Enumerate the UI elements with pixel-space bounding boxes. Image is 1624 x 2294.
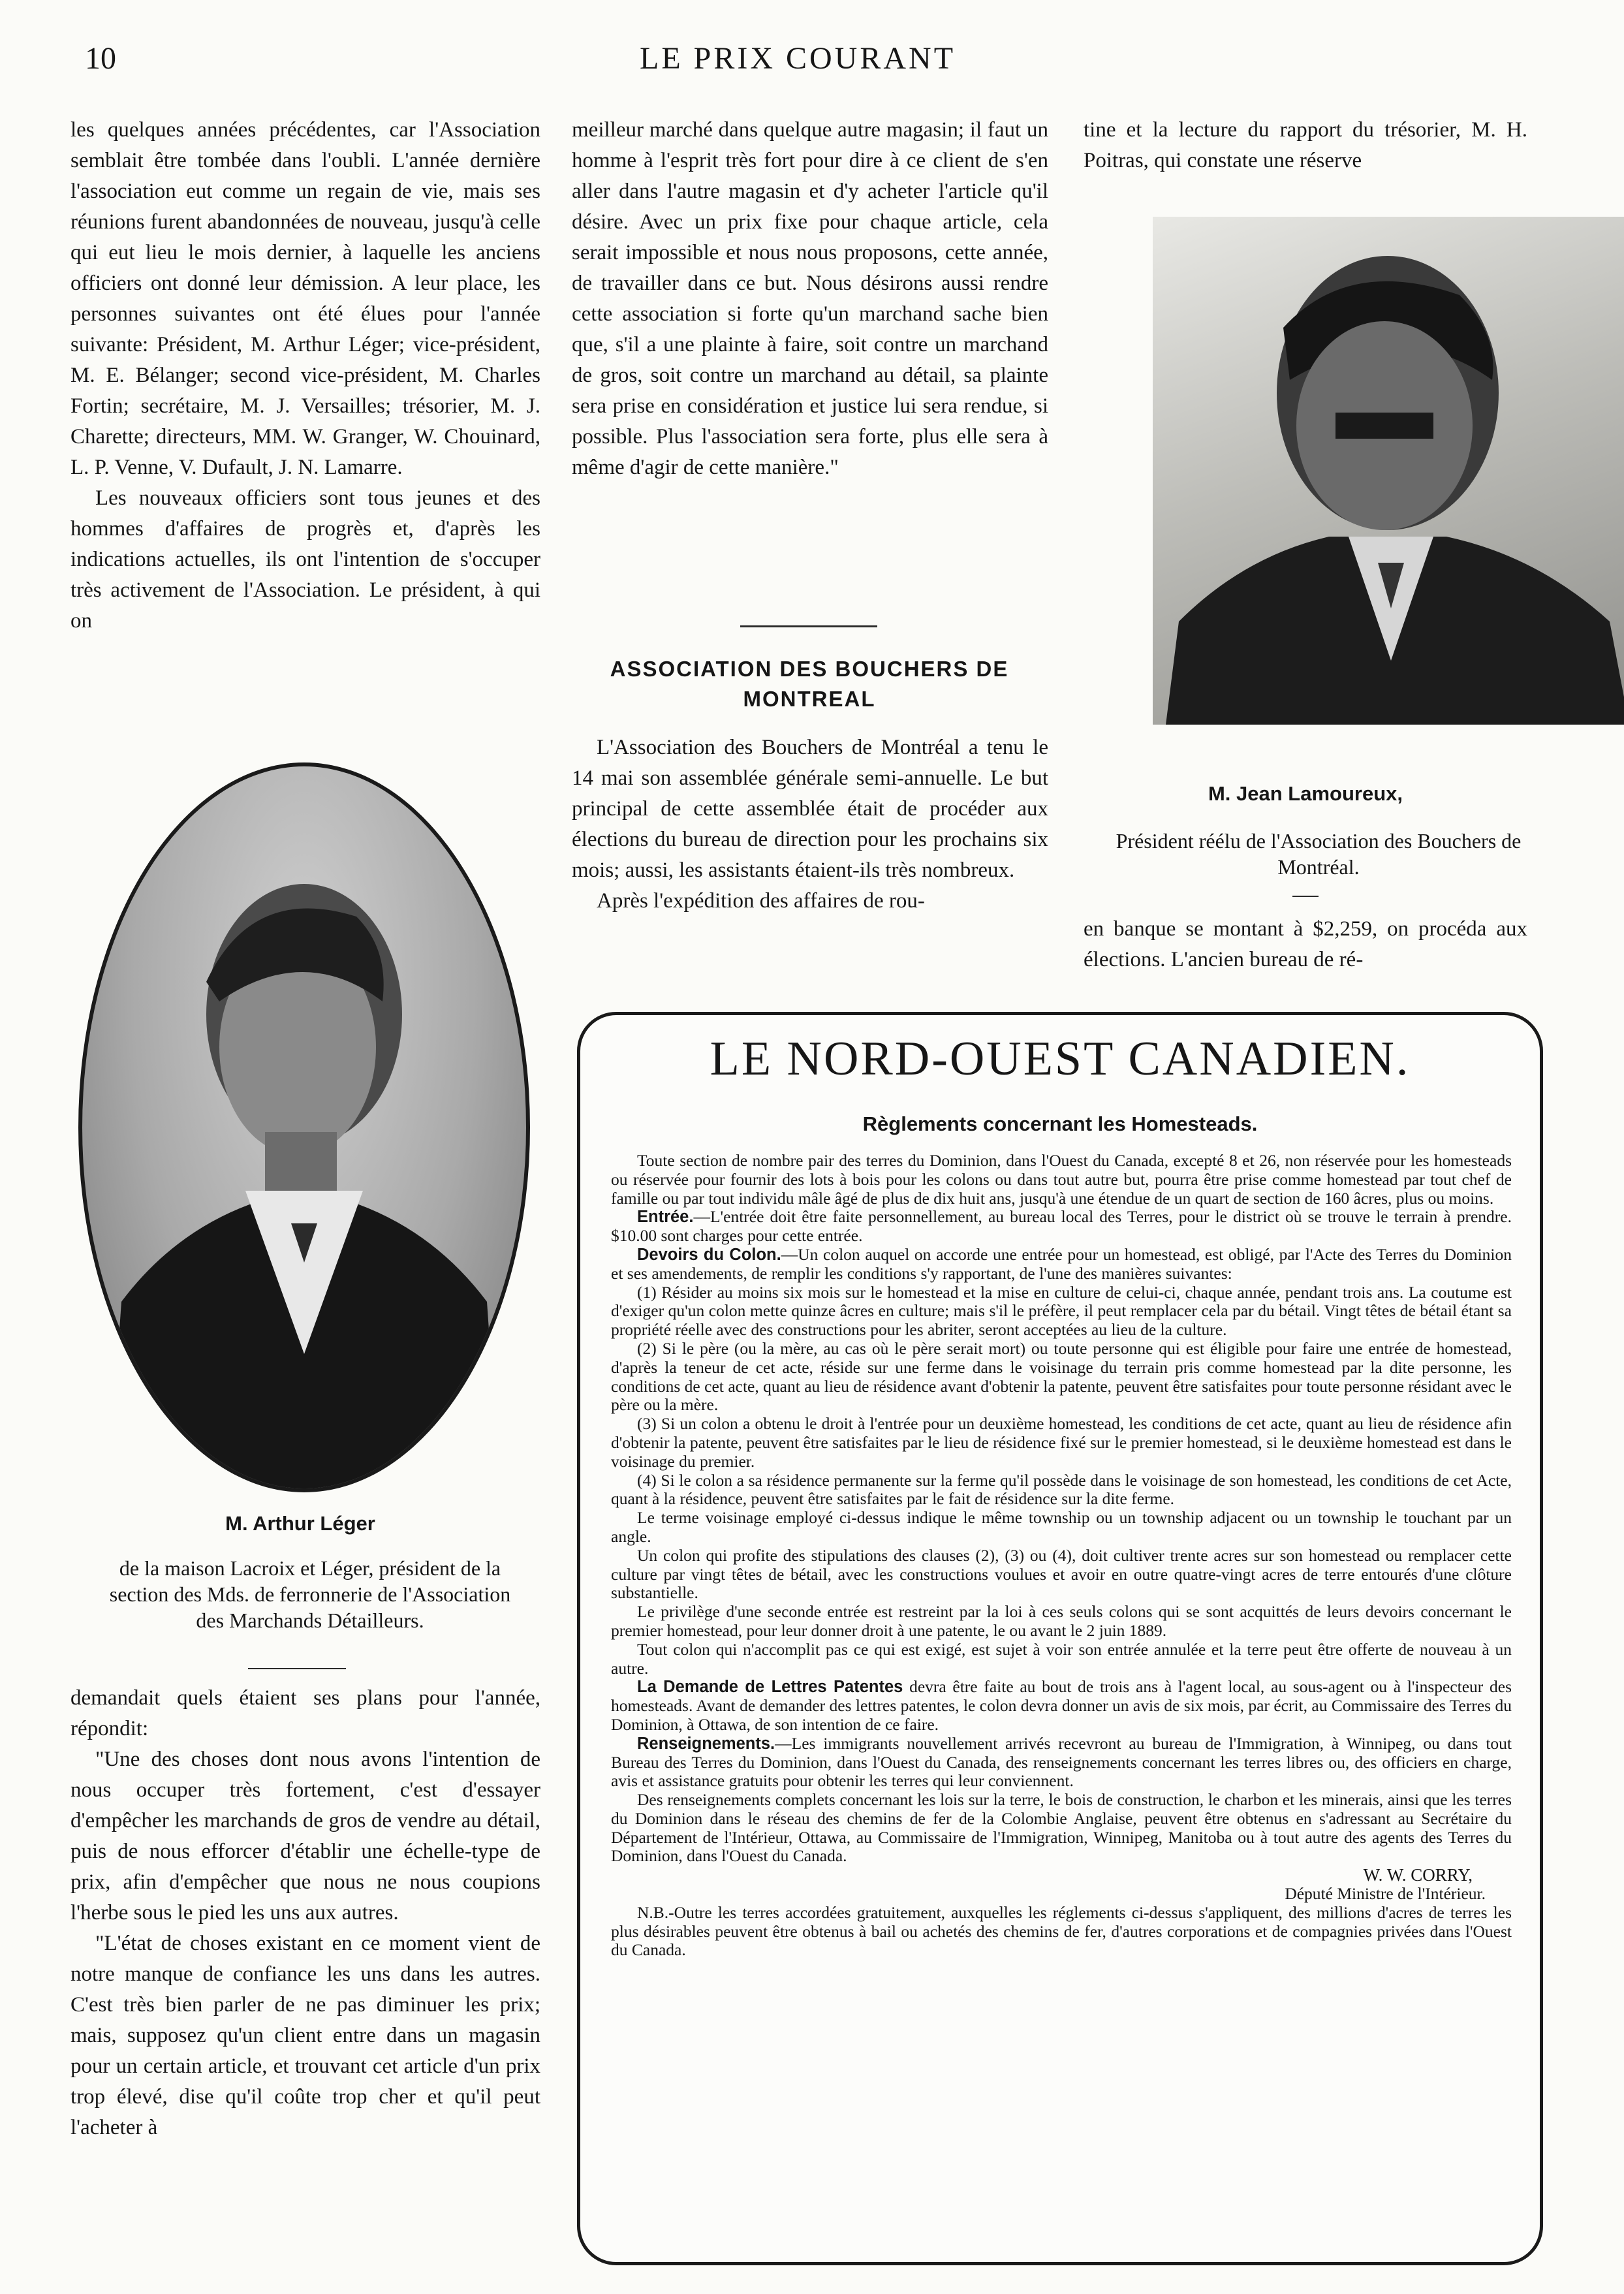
paragraph: en banque se montant à $2,259, on procéda aux élections. L'ancien bureau de ré-	[1084, 917, 1527, 971]
advert-tout: Tout colon qui n'accomplit pas ce qui est exigé, est sujet à voir son entrée annulée et la terre peut être offerte de nouveau à un autre.	[611, 1639, 1512, 1678]
advert-item-3: (3) Si un colon a obtenu le droit à l'entrée pour un deuxième homestead, les conditions de cet acte, quant au lieu de résidence afin d'obtenir la patente, peuvent être satisfaites par le lieu de résidence fixé sur le premier homestead, si le deuxième homestead est dans le voisinage du premier.	[611, 1414, 1512, 1471]
advert-subtitle: Règlements concernant les Homesteads.	[862, 1112, 1258, 1135]
paragraph: tine et la lecture du rapport du trésorier, M. H. Poitras, qui constate une réserve	[1084, 118, 1527, 172]
label: Entrée.	[637, 1208, 694, 1227]
advert-signature-name: W. W. CORRY,	[1363, 1865, 1473, 1885]
paragraph: Les nouveaux officiers sont tous jeunes et des hommes d'affaires de progrès et, d'après les indications actuelles, ils ont l'intention de s'occuper très activement de l'Association. Le président, à qui on	[70, 486, 540, 633]
paragraph: Après l'expédition des affaires de rou-	[597, 889, 925, 913]
label: Renseignements.	[637, 1734, 775, 1753]
section-heading-bouchers: ASSOCIATION DES BOUCHERS DE MONTREAL	[610, 657, 1009, 711]
advert-demande	[611, 1678, 1512, 1734]
divider	[248, 1668, 346, 1669]
column-3-bottom	[1084, 914, 1527, 975]
advert-complets: Des renseignements complets concernant les lois sur la terre, le bois de construction, le charbon et les minerais, ainsi que les terres du Dominion dans le réseau des chemins de fer de la Colombie Anglaise, peuvent être obtenus en s'adressant au Secrétaire du Département de l'Intérieur, Ottawa, au Commissaire de l'Immigration, Winnipeg, Manitoba ou à tout autre des agents des Terres du Dominion, dans l'Ouest du Canada.	[611, 1790, 1512, 1866]
divider	[1292, 896, 1319, 897]
text: —Un colon auquel on accorde une entrée pour un homestead, est obligé, par l'Acte des Terres du Dominion et ses amendements, de remplir les conditions s'y rapportant, de l'une des manières suivantes:	[611, 1244, 1512, 1283]
column-3-top	[1084, 115, 1527, 176]
publication-title: LE PRIX COURANT	[640, 41, 956, 76]
paragraph: les quelques années précédentes, car l'Association semblait être tombée dans l'oubli. L'année dernière l'association eut comme un regain de vie, mais ses réunions furent abandonnées de nouveau, jusqu'à celle qui eut lieu le mois dernier, à laquelle les anciens officiers ont donné leur démission. A leur place, les personnes suivantes ont été élues pour l'année suivante: Président, M. Arthur Léger; vice-président, M. E. Bélanger; second vice-président, M. Charles Fortin; secrétaire, M. J. Versailles; trésorier, M. J. Charette; directeurs, MM. W. Granger, W. Chouinard, L. P. Venne, V. Dufault, J. N. Lamarre.	[70, 118, 540, 479]
paragraph: meilleur marché dans quelque autre magasin; il faut un homme à l'esprit très fort pour dire à ce client de s'en aller dans l'autre magasin et d'y acheter l'article qu'il désire. Avec un prix fixe pour chaque article, cela serait impossible et nous nous proposons, cette année, de travailler dans ce but. Nous désirons aussi rendre cette association si forte qu'un marchand sache bien que, s'il a une plainte à faire, soit contre un marchand de gros, soit contre un marchand au détail, sa plainte sera prise en considération et justice lui sera rendue, si possible. Plus l'association sera forte, plus elle sera à même d'agir de cette manière."	[572, 118, 1048, 479]
portrait-drawing	[1153, 217, 1624, 725]
advert-signature-title: Député Ministre de l'Intérieur.	[1285, 1884, 1486, 1904]
advert-item-4: (4) Si le colon a sa résidence permanente sur la ferme qu'il possède dans le voisinage de son homestead, les conditions de cet Acte, quant à la résidence, peuvent être satisfaites par le fait de résidence sur la dite ferme.	[611, 1470, 1512, 1509]
divider	[740, 625, 877, 627]
caption-arthur-leger: M. Arthur Léger	[225, 1512, 375, 1535]
caption-description-arthur-leger: de la maison Lacroix et Léger, président de la section des Mds. de ferronnerie de l'Association des Marchands Détailleurs.	[109, 1556, 511, 1632]
advert-item-2: (2) Si le père (ou la mère, au cas où le père serait mort) ou toute personne qui est éligible pour faire une entrée de homestead, d'après la teneur de cet acte, réside sur une ferme dans le voisinage du terrain pris comme homestead par la dite personne, les conditions de cet acte, quant au lieu de résidence avant d'obtenir la patente, peuvent être satisfaites pour toute personne résidant avec le père ou la mère.	[611, 1338, 1512, 1415]
label: La Demande de Lettres Patentes	[637, 1678, 903, 1697]
portrait-jean-lamoureux	[1153, 217, 1624, 725]
advert-entree	[611, 1208, 1512, 1246]
advert-renseignements	[611, 1735, 1512, 1791]
advert-item-1: (1) Résider au moins six mois sur le homestead et la mise en culture de celui-ci, chaque année, pendant trois ans. La coutume est d'exiger qu'un colon mette quinze âcres en culture; mais s'il le préfère, il peut remplacer cela par du bétail. Vingt têtes de bétail étant sa propriété réelle avec des constructions pour les abriter, seront acceptées au lieu de la culture.	[611, 1282, 1512, 1340]
paragraph: L'Association des Bouchers de Montréal a tenu le 14 mai son assemblée générale semi-annuelle. Le but principal de cette assemblée était de procéder aux élections du bureau de direction pour les prochains six mois; aussi, les assistants étaient-ils très nombreux.	[572, 736, 1048, 882]
advert-privilege: Le privilège d'une seconde entrée est restreint par la loi à ces seuls colons qui se sont acquittés de leurs devoirs concernant le premier homestead, pour leur donner droit à une patente, le ou avant le 2 juin 1889.	[611, 1602, 1512, 1640]
column-1-top	[70, 115, 540, 636]
advert-intro: Toute section de nombre pair des terres du Dominion, dans l'Ouest du Canada, excepté 8 et 26, non réservée pour les homesteads ou réservée pour fournir des lots à bois pour les colons ou dans tout autre but, pourra être prise comme homestead par tout chef de famille ou par tout individu mâle âgé de plus de dix huit ans, jusqu'à une étendue de un quart de section de 160 âcres, plus ou moins.	[611, 1151, 1512, 1208]
paragraph: "L'état de choses existant en ce moment vient de notre manque de confiance les uns dans les autres. C'est très bien parler de ne pas diminuer les prix; mais, supposez qu'un client entre dans un magasin pour un certain article, et trouvant cet article d'un prix trop élevé, dise qu'il coûte trop cher et qu'il peut l'acheter à	[70, 1932, 540, 2139]
advert-nb: N.B.-Outre les terres accordées gratuitement, auxquelles les réglements ci-dessus s'appliquent, des millions d'acres de terres les plus désirables peuvent être obtenus à bail ou achetés des chemins de fer, d'autres corporations et de compagnies privées dans l'Ouest du Canada.	[611, 1902, 1512, 1960]
portrait-drawing	[82, 766, 526, 1488]
advert-colon: Un colon qui profite des stipulations des clauses (2), (3) ou (4), doit cultiver trente acres sur son homestead ou remplacer cette culture par vingt têtes de bétail, avec les constructions voulues et avoir en outre quatre-vingt acres de terre entourés d'une clôture substantielle.	[611, 1545, 1512, 1603]
paragraph: demandait quels étaient ses plans pour l'année, répondit:	[70, 1686, 540, 1740]
text: devra être faite au bout de trois ans à l'agent local, au sous-agent ou à l'inspecteur des homesteads. Avant de demander des lettres patentes, le colon devra donner un avis de six mois, par écrit, au Commissaire des Terres du Dominion, à Ottawa, de son intention de ce faire.	[611, 1677, 1512, 1734]
caption-description-jean-lamoureux: Président réélu de l'Association des Bouchers de Montréal.	[1116, 829, 1522, 879]
column-1-bottom	[70, 1683, 540, 2143]
column-2-top	[572, 115, 1048, 483]
advert-voisinage: Le terme voisinage employé ci-dessus indique le même township ou un township adjacent ou un township le touchant par un angle.	[611, 1508, 1512, 1546]
portrait-arthur-leger	[78, 762, 530, 1492]
page-number: 10	[85, 41, 116, 76]
text: —Les immigrants nouvellement arrivés recevront au bureau de l'Immigration, à Winnipeg, ou dans tout Bureau des Terres du Dominion, dans l'Ouest du Canada, des renseignements concernant les terres libres ou, des officiers en charge, avis et assistance gratuits pour obtenir les terres qui leur conviennent.	[611, 1733, 1512, 1791]
paragraph: "Une des choses dont nous avons l'intention de nous occuper très fortement, c'est d'essayer d'empêcher les marchands de gros de vendre au détail, puis de nous efforcer d'établir une échelle-type de prix, afin d'empêcher que nous ne nous coupions l'herbe sous le pied les uns aux autres.	[70, 1748, 540, 1925]
label: Devoirs du Colon.	[637, 1245, 781, 1264]
column-2-bottom	[572, 732, 1048, 917]
advert-title: LE NORD-OUEST CANADIEN.	[710, 1032, 1411, 1086]
text: —L'entrée doit être faite personnellement, au bureau local des Terres, pour le district où se trouve le terrain à prendre. $10.00 sont charges pour cette entrée.	[611, 1207, 1512, 1246]
caption-jean-lamoureux: M. Jean Lamoureux,	[1208, 782, 1403, 805]
advert-devoirs	[611, 1246, 1512, 1283]
advert-body	[611, 1152, 1512, 1960]
